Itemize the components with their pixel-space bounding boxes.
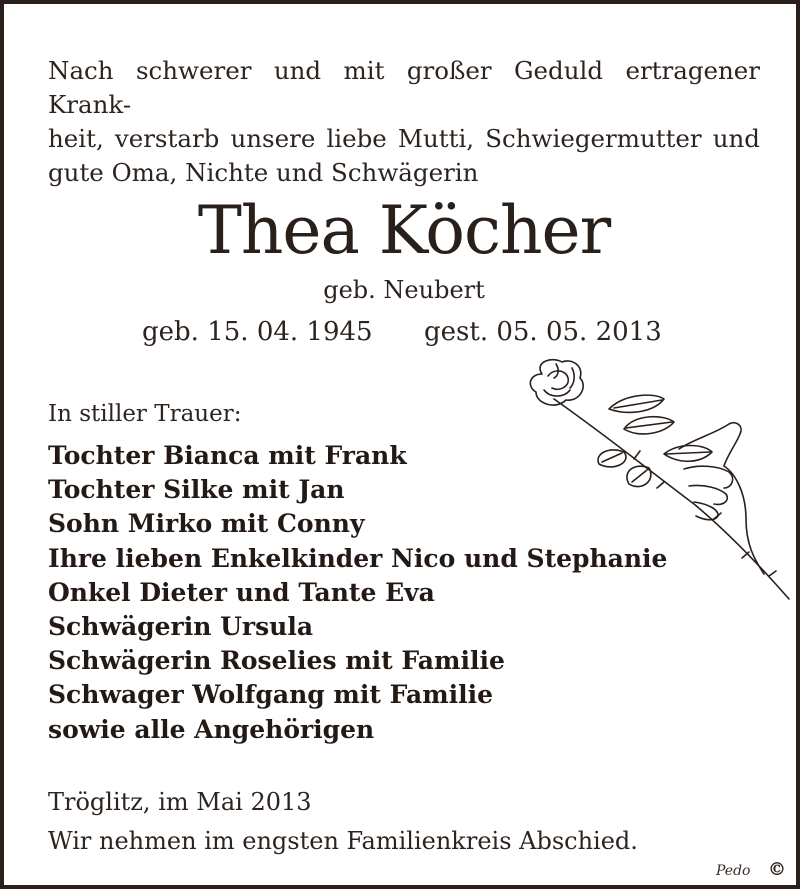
deceased-name: Thea Köcher (197, 192, 611, 269)
closing-note: Wir nehmen im engsten Familienkreis Abschied. (48, 827, 638, 855)
mourner-item: Ihre lieben Enkelkinder Nico und Stephanie (48, 543, 668, 573)
death-date: gest. 05. 05. 2013 (424, 317, 662, 347)
intro-line-1: Nach schwerer und mit großer Geduld ertragener Krank- (48, 56, 760, 119)
mourner-item: Schwager Wolfgang mit Familie (48, 680, 494, 710)
mourner-item: sowie alle Angehörigen (48, 714, 375, 744)
rose-bloom (530, 360, 583, 405)
mourner-item: Tochter Bianca mit Frank (48, 441, 407, 470)
mourning-heading: In stiller Trauer: (48, 401, 242, 427)
mourner-item: Sohn Mirko mit Conny (48, 509, 365, 539)
intro-line-3: gute Oma, Nichte und Schwägerin (48, 158, 479, 187)
mourners-list (48, 439, 667, 747)
mourner-item: Schwägerin Roselies mit Familie (48, 646, 505, 676)
intro-line-2: heit, verstarb unsere liebe Mutti, Schwiegermutter und (48, 124, 760, 153)
place-and-date: Tröglitz, im Mai 2013 (48, 788, 312, 816)
mourner-item: Tochter Silke mit Jan (48, 475, 345, 505)
designer-signature: Pedo (716, 863, 751, 879)
intro-text (48, 54, 760, 190)
copyright-icon: © (768, 859, 786, 880)
mourner-item: Onkel Dieter und Tante Eva (48, 577, 435, 607)
birth-date: geb. 15. 04. 1945 (142, 317, 373, 347)
maiden-name: geb. Neubert (323, 276, 485, 304)
mourner-item: Schwägerin Ursula (48, 612, 314, 642)
